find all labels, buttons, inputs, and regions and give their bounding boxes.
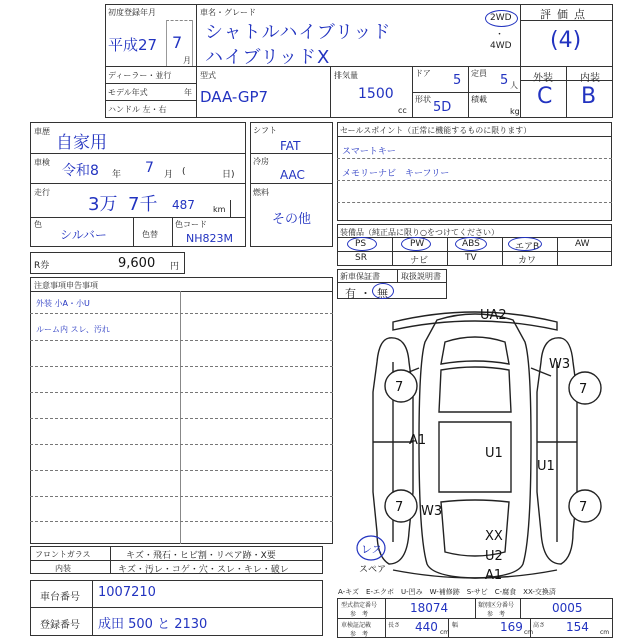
capacity-unit: 人 (510, 81, 518, 90)
equip-pw: PW (410, 239, 425, 249)
shift-label: シフト (253, 126, 277, 135)
color-code: NH823M (186, 232, 233, 245)
warranty-manual-label: 取扱説明書 (401, 272, 441, 281)
drive-4wd: 4WD (490, 41, 512, 51)
length-sub: 参 考 (350, 631, 369, 638)
car-name-1: シャトルハイブリッド (205, 22, 392, 43)
drive-2wd: 2WD (490, 13, 512, 23)
equip-leather: カワ (518, 256, 537, 266)
cc-label: 排気量 (334, 71, 358, 80)
capacity-label: 定員 (471, 69, 487, 78)
chassis-label: 車台番号 (40, 592, 80, 603)
width-value: 169 (500, 620, 523, 634)
damage-label-a1-left: A1 (409, 433, 427, 448)
width-unit: cm (524, 629, 534, 636)
equip-abs-circle (455, 237, 487, 251)
cc-value: 1500 (358, 86, 394, 102)
equip-tv: TV (465, 253, 477, 263)
color-value: シルバー (60, 228, 107, 242)
equip-aw: AW (575, 239, 590, 249)
mileage-man: 3万 (88, 194, 118, 215)
certified-label: 型式指定番号 (341, 602, 378, 609)
category-sub: 参 考 (487, 611, 506, 618)
model-label: 型式 (200, 71, 216, 80)
equip-sr: SR (355, 253, 367, 263)
dealer-label: ディーラー・並行 (108, 71, 172, 80)
door-value: 5 (453, 73, 462, 88)
warranty-dot: ・ (360, 287, 371, 300)
damage-label-w3-right: W3 (549, 357, 571, 372)
spare-label: スペア (359, 565, 387, 575)
inspection-year-unit: 年 (112, 170, 122, 180)
damage-label-u2-rear: U2 (485, 549, 503, 564)
damage-label-7-rr: 7 (579, 500, 588, 515)
chassis-value: 1007210 (98, 585, 156, 600)
inspection-month-unit: 月 (164, 170, 174, 180)
fuel-label: 燃料 (253, 188, 269, 197)
damage-label-7-fl: 7 (395, 380, 404, 395)
warranty-yes: 有 (345, 287, 356, 300)
height-label: 高さ (533, 622, 546, 629)
drive-dot: ・ (495, 30, 505, 40)
car-damage-diagram (337, 302, 613, 586)
usage-label: 車歴 (34, 127, 50, 136)
reg-month: 7 (172, 33, 183, 52)
length-value: 440 (415, 620, 438, 634)
length-unit: cm (440, 629, 450, 636)
notes-label: 注意事項申告事項 (34, 281, 98, 290)
width-label: 幅 (452, 622, 459, 629)
shape-label: 形状 (415, 95, 431, 104)
aircon-value: AAC (280, 168, 305, 182)
reg-month-unit: 月 (183, 56, 191, 65)
notes-line-1: 外装 小A・小U (36, 299, 90, 308)
category-label: 類別区分番号 (478, 602, 515, 609)
bottom-interior-label: 内装 (55, 564, 71, 573)
plate-value: 成田 500 と 2130 (98, 617, 208, 632)
model-value: DAA-GP7 (200, 88, 269, 106)
certified-value: 18074 (410, 601, 449, 615)
car-name-2: ハイブリッドX (205, 47, 331, 68)
equip-airbag: エアB (515, 242, 540, 252)
mileage-label: 走行 (34, 188, 50, 197)
sales-point-1: スマートキー (342, 147, 396, 157)
shift-value: FAT (280, 139, 301, 153)
spare-value: レス (361, 543, 383, 556)
inspection-day-unit: 日) (222, 170, 235, 180)
color-change-label: 色替 (142, 230, 158, 239)
damage-label-a1-rear: A1 (485, 568, 503, 583)
damage-label-u1-right: U1 (537, 459, 555, 474)
damage-label-7-rl: 7 (395, 500, 404, 515)
recycle-unit: 円 (170, 262, 180, 272)
equip-navi: ナビ (410, 256, 429, 266)
warranty-no: 無 (377, 287, 388, 300)
recycle-label: R券 (34, 261, 50, 271)
legend: A-キズ E-エクボ U-凹み W-補修跡 S-サビ C-腐食 XX-交換済 (338, 588, 556, 596)
exterior-label: 外装 (533, 73, 553, 84)
model-year-unit: 年 (184, 88, 192, 97)
inspection-month: 7 (145, 160, 154, 176)
equipment-label: 装備品（純正品に限り○をつけてください） (340, 228, 499, 237)
warranty-new-label: 新車保証書 (340, 272, 380, 281)
length-unit-label: 長さ (388, 622, 401, 629)
inspection-era: 令和8 (62, 163, 99, 179)
damage-label-w3-left: W3 (421, 504, 443, 519)
plate-label: 登録番号 (40, 620, 80, 631)
glass-label: フロントガラス (35, 550, 91, 559)
equip-airbag-circle (508, 237, 542, 251)
aircon-label: 冷房 (253, 157, 269, 166)
notes-frame (30, 277, 333, 544)
damage-label-xx-rear: XX (485, 529, 503, 544)
car-name-label: 車名・グレード (200, 8, 256, 17)
equip-pw-circle (401, 237, 431, 251)
mileage-sen: 7千 (128, 194, 158, 215)
mileage-rest: 487 (172, 198, 195, 212)
exterior-grade: C (537, 84, 553, 109)
interior-label: 内装 (580, 73, 600, 84)
inspection-day-open: ( (182, 167, 186, 177)
damage-label-u1-center: U1 (485, 446, 503, 461)
recycle-frame (30, 252, 185, 274)
height-value: 154 (566, 620, 589, 634)
recycle-amount: 9,600 (118, 256, 156, 271)
damage-label-7-fr: 7 (579, 382, 588, 397)
glass-text: キズ・飛石・ヒビ割・リペア跡・X要 (126, 551, 276, 561)
bottom-interior-text: キズ・汚レ・コゲ・穴・スレ・キレ・破レ (118, 565, 289, 575)
model-year-label: モデル年式 (108, 88, 148, 97)
shape-value: 5D (433, 100, 452, 115)
capacity-value: 5 (500, 73, 509, 88)
inspection-label: 車検 (34, 158, 50, 167)
equip-ps-circle (347, 237, 377, 251)
equip-ps: PS (355, 239, 367, 249)
cc-unit: cc (398, 106, 407, 115)
damage-label-ua2: UA2 (480, 308, 507, 323)
load-unit: kg (510, 107, 520, 116)
score-value: (4) (550, 28, 582, 53)
interior-grade: B (581, 84, 597, 109)
mileage-unit: km (213, 205, 226, 214)
reg-label: 初度登録年月 (108, 8, 156, 17)
notes-line-2: ルーム内 スレ、汚れ (36, 325, 110, 334)
color-code-label: 色コード (175, 220, 207, 229)
category-value: 0005 (552, 601, 583, 615)
door-label: ドア (415, 69, 431, 78)
warranty-no-circle (372, 283, 394, 299)
height-unit: cm (600, 629, 610, 636)
usage-value: 自家用 (56, 133, 107, 153)
sales-point-label: セールスポイント（正常に機能するものに限ります） (340, 126, 532, 135)
certified-sub: 参 考 (350, 611, 369, 618)
load-label: 積載 (471, 95, 487, 104)
length-label: 車検証記載 (341, 622, 372, 629)
sales-point-2: メモリーナビ キーフリー (342, 169, 450, 179)
equip-abs: ABS (462, 239, 480, 249)
fuel-value: その他 (272, 212, 312, 227)
score-label: 評価点 (540, 8, 591, 21)
color-label: 色 (34, 220, 42, 229)
reg-era: 平成27 (108, 36, 158, 54)
handle-label: ハンドル 左・右 (108, 105, 167, 114)
